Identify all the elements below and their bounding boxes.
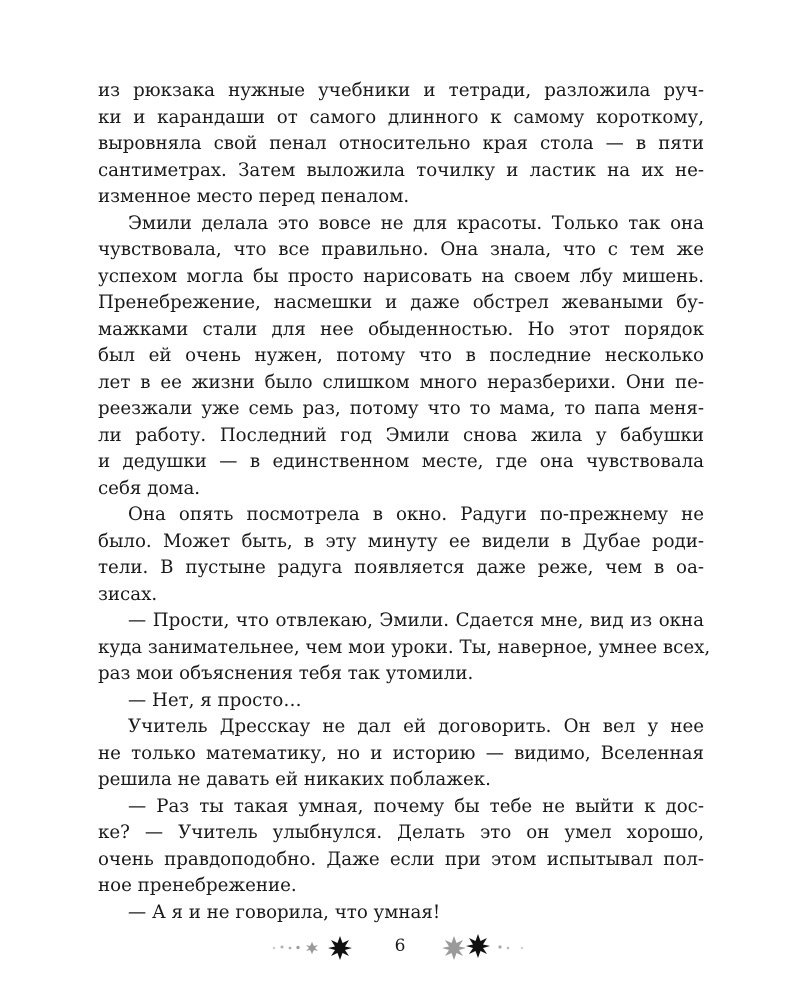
dialogue-line: — А я и не говорила, что умная! bbox=[128, 901, 441, 923]
text-line: реезжали уже семь раз, потому что то мама, то папа меня- bbox=[98, 398, 704, 419]
paragraph-start-line: Она опять посмотрела в окно. Радуги по-прежнему не bbox=[128, 504, 704, 525]
text-line: чувствовала, что все правильно. Она знала, что с тем же bbox=[98, 239, 704, 260]
text-line: из рюкзака нужные учебники и тетради, разложила руч- bbox=[98, 80, 704, 101]
text-line: Пренебрежение, насмешки и даже обстрел жеваными бу- bbox=[98, 292, 704, 313]
text-line: лет в ее жизни было слишком много неразберихи. Они пе- bbox=[98, 371, 704, 393]
text-line: ли работу. Последний год Эмили снова жила у бабушки bbox=[98, 424, 704, 446]
text-line: не только математику, но и историю — видимо, Вселенная bbox=[98, 742, 704, 764]
text-line: себя дома. bbox=[98, 477, 201, 499]
text-line: раз мои объяснения тебя так утомили. bbox=[98, 663, 474, 684]
page-number: 6 bbox=[394, 936, 406, 956]
text-line: ке? — Учитель улыбнулся. Делать это он умел хорошо, bbox=[98, 822, 704, 843]
text-line: куда занимательнее, чем мои уроки. Ты, наверное, умнее всех, bbox=[98, 636, 711, 658]
text-line: тели. В пустыне радуга появляется даже реже, чем в оа- bbox=[98, 557, 704, 578]
text-line: сантиметрах. Затем выложила точилку и ластик на их не- bbox=[98, 159, 704, 181]
text-line: изменное место перед пеналом. bbox=[98, 186, 410, 207]
text-line: и дедушки — в единственном месте, где она чувствовала bbox=[98, 451, 704, 472]
star-burst-ornament-icon bbox=[268, 932, 360, 962]
text-line: ки и карандаши от самого длинного к самому короткому, bbox=[98, 106, 704, 128]
body-text bbox=[98, 78, 711, 926]
text-line: очень правдоподобно. Даже если при этом испытывал пол- bbox=[98, 848, 704, 870]
page-footer bbox=[0, 928, 800, 968]
paragraph-start-line: Учитель Дресскау не дал ей договорить. Он вел у нее bbox=[128, 716, 704, 737]
text-line: успехом могла бы просто нарисовать на своем лбу мишень. bbox=[98, 265, 704, 287]
dialogue-line: — Раз ты такая умная, почему бы тебе не выйти к дос- bbox=[128, 795, 704, 817]
text-line: ное пренебрежение. bbox=[98, 875, 297, 896]
text-line: решила не давать ей никаких поблажек. bbox=[98, 769, 491, 790]
star-burst-ornament-icon bbox=[438, 932, 530, 962]
text-line: мажками стали для нее обыденностью. Но этот порядок bbox=[98, 318, 704, 340]
text-line: выровняла свой пенал относительно края стола — в пяти bbox=[98, 133, 704, 154]
text-line: было. Может быть, в эту минуту ее видели в Дубае роди- bbox=[98, 530, 704, 552]
dialogue-line: — Прости, что отвлекаю, Эмили. Сдается мне, вид из окна bbox=[128, 610, 704, 631]
text-line: был ей очень нужен, потому что в последние несколько bbox=[98, 345, 704, 366]
text-line: зисах. bbox=[98, 583, 158, 605]
dialogue-line: — Нет, я просто… bbox=[128, 689, 302, 711]
paragraph-start-line: Эмили делала это вовсе не для красоты. Только так она bbox=[128, 212, 704, 234]
